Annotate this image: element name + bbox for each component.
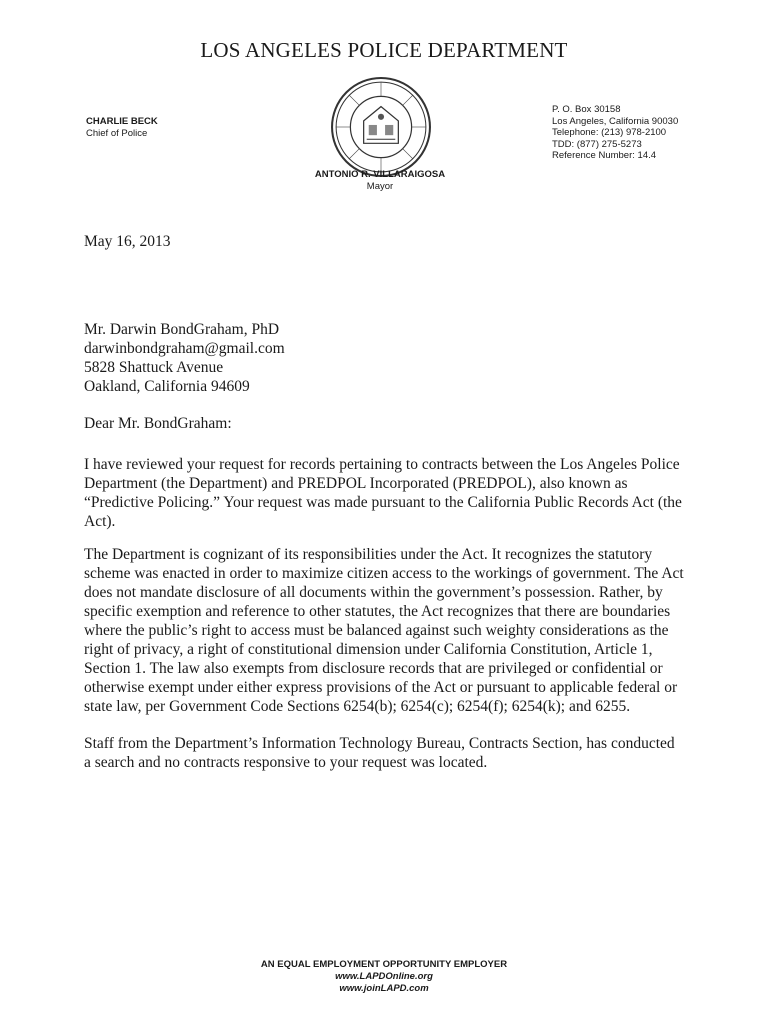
paragraph-search-result: Staff from the Department’s Information Technology Bureau, Contracts Section, has conducted a search and no contracts responsive to your request was located. xyxy=(84,735,675,771)
recipient-block xyxy=(84,320,285,396)
paragraph-request: I have reviewed your request for records pertaining to contracts between the Los Angeles Police Department (the Department) and PREDPOL Incorporated (PREDPOL), also known as “Predictive Policing.” Your request was made pursuant to the California Public Records Act (the Act). xyxy=(84,456,682,530)
recipient-name: Mr. Darwin BondGraham, PhD xyxy=(84,321,280,338)
address-city: Los Angeles, California 90030 xyxy=(552,115,679,127)
eeo-statement: AN EQUAL EMPLOYMENT OPPORTUNITY EMPLOYER xyxy=(260,959,508,970)
recipient-street: 5828 Shattuck Avenue xyxy=(84,359,224,376)
department-title: LOS ANGELES POLICE DEPARTMENT xyxy=(200,38,568,62)
recipient-email: darwinbondgraham@gmail.com xyxy=(84,340,285,357)
department-address xyxy=(552,104,678,162)
lapd-seal-icon xyxy=(330,76,432,178)
letter-date: May 16, 2013 xyxy=(84,233,171,250)
chief-block xyxy=(86,116,158,140)
po-box: P. O. Box 30158 xyxy=(552,104,621,115)
paragraph-exemptions: The Department is cognizant of its responsibilities under the Act. It recognizes the statutory scheme was enacted in order to maximize citizen access to the workings of government. The Act does not mandate disclosure of all documents within the government’s possession. Rather, by specific exemption and reference to other statutes, the Act recognizes that there are boundaries where the public’s right to access must be balanced against such weighty considerations as the right of privacy, a right of constitutional dimension under California Constitution, Article 1, Section 1. The law also exempts from disclosure records that are privileged or confidential or otherwise exempt under either express provisions of the Act or pursuant to applicable federal or state law, per Government Code Sections 6254(b); 6254(c); 6254(f); 6254(k); and 6255. xyxy=(84,546,684,715)
chief-title: Chief of Police xyxy=(86,128,148,139)
mayor-title: Mayor xyxy=(366,181,394,192)
mayor-block xyxy=(280,169,480,193)
reference-number: Reference Number: 14.4 xyxy=(552,150,657,161)
salutation: Dear Mr. BondGraham: xyxy=(84,415,232,432)
recipient-city: Oakland, California 94609 xyxy=(84,378,250,395)
tdd: TDD: (877) 275-5273 xyxy=(552,138,642,150)
mayor-name: ANTONIO R. VILLARAIGOSA xyxy=(314,169,446,180)
lapd-online-link[interactable]: www.LAPDOnline.org xyxy=(335,971,433,982)
footer xyxy=(0,959,768,995)
telephone: Telephone: (213) 978-2100 xyxy=(552,127,667,138)
chief-name: CHARLIE BECK xyxy=(86,116,158,127)
join-lapd-link[interactable]: www.joinLAPD.com xyxy=(339,983,429,994)
